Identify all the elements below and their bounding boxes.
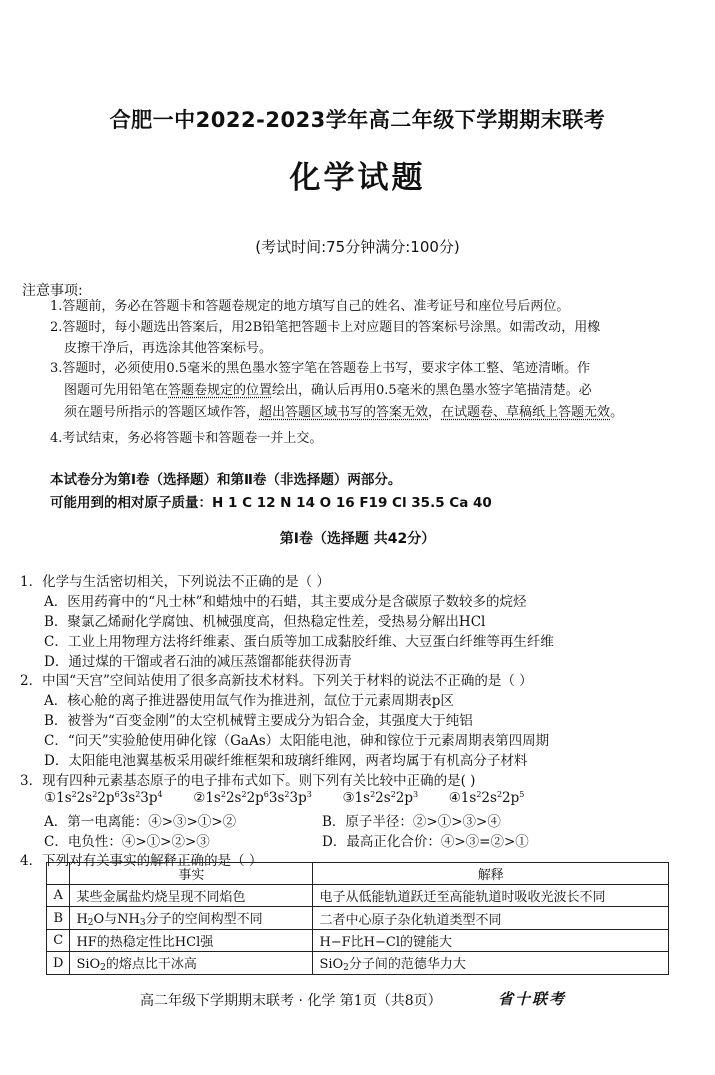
row-label: D — [47, 952, 70, 975]
notice-item-3-cont — [64, 380, 592, 401]
question-2-stem: 2．中国“天宫”空间站使用了很多高新技术材料。下列关于材料的说法不正确的是（ ） — [20, 673, 533, 689]
brand-mark: 省十联考 — [498, 990, 567, 1008]
notice-item-2-cont: 皮擦干净后，再选涂其他答案标号。 — [64, 341, 273, 356]
fact-cell: $H_2O$与$NH_3$分子的空间构型不同 — [70, 907, 313, 930]
table-row — [47, 885, 669, 907]
notice-item-4: 4.考试结束，务必将答题卡和答题卷一并上交。 — [50, 431, 323, 446]
explanation-cell: 二者中心原子杂化轨道类型不同 — [313, 907, 669, 930]
explanation-cell: 电子从低能轨道跃迁至高能轨道时吸收光波长不同 — [313, 885, 669, 907]
emphasis-text: 超出答题区域书写的答案无效 — [259, 405, 429, 420]
paper-structure: 本试卷分为第Ⅰ卷（选择题）和第Ⅱ卷（非选择题）两部分。 — [50, 472, 402, 488]
question-1-stem: 1．化学与生活密切相关，下列说法不正确的是（ ） — [20, 574, 330, 590]
table-header-row — [47, 863, 669, 885]
notice-text: 绘出，确认后再用0.5毫米的黑色墨水签字笔描清楚。必 — [272, 383, 592, 398]
config-2: $②1s^22s^22p^63s^23p^3$ — [193, 790, 312, 806]
atomic-masses: 可能用到的相对原子质量：H 1 C 12 N 14 O 16 F19 Cl 35.5 Ca 40 — [50, 495, 492, 511]
question-1-option-a: A．医用药膏中的“凡士林”和蜡烛中的石蜡，其主要成分是含碳原子数较多的烷烃 — [44, 594, 527, 610]
question-1-option-c: C．工业上用物理方法将纤维素、蛋白质等加工成黏胶纤维、大豆蛋白纤维等再生纤维 — [44, 634, 554, 650]
table-row — [47, 930, 669, 952]
fact-cell: 某些金属盐灼烧呈现不同焰色 — [70, 885, 313, 907]
explanation-cell: SiO$_2$分子间的范德华力大 — [313, 952, 669, 975]
explanation-cell: H−F比H−Cl的键能大 — [313, 930, 669, 952]
table-row — [47, 907, 669, 930]
notice-text: 。 — [610, 405, 624, 420]
notice-item-2: 2.答题时，每小题选出答案后，用2B铅笔把答题卡上对应题目的答案标号涂黑。如需改动，用橡 — [50, 320, 601, 335]
config-1: $①1s^22s^22p^63s^23p^4$ — [44, 790, 163, 806]
question-1-option-b: B．聚氯乙烯耐化学腐蚀、机械强度高，但热稳定性差，受热易分解出HCl — [44, 614, 486, 630]
emphasis-text: 在试题卷、草稿纸上答题无效 — [441, 405, 611, 420]
page-footer: 高二年级下学期期末联考 · 化学 第1页（共8页） — [140, 993, 442, 1009]
section-heading: 第Ⅰ卷（选择题 共42分） — [279, 531, 436, 547]
notice-text: 图题可先用铅笔在 — [64, 383, 169, 398]
exam-title: 合肥一中2022-2023学年高二年级下学期期末联考 — [109, 108, 606, 132]
question-2-option-b: B．被誉为“百变金刚”的太空机械臂主要成分为铝合金，其强度大于纯铝 — [44, 713, 473, 729]
exam-time-info: (考试时间:75分钟满分:100分) — [255, 238, 460, 256]
notice-item-3-cont2 — [64, 402, 623, 423]
question-3-stem: 3．现有四种元素基态原子的电子排布式如下。则下列有关比较中正确的是( ) — [20, 773, 476, 789]
notice-text: 须在题号所指示的答题区域作答， — [64, 405, 260, 420]
column-header-explanation: 解释 — [313, 863, 669, 885]
config-3: $③1s^22s^22p^3$ — [342, 790, 419, 806]
question-3-configurations — [44, 790, 524, 806]
facts-table — [46, 862, 669, 975]
notice-heading: 注意事项: — [22, 283, 83, 299]
table-corner — [47, 863, 70, 885]
row-label: B — [47, 907, 70, 930]
row-label: A — [47, 885, 70, 907]
question-1-option-d: D．通过煤的干馏或者石油的减压蒸馏都能获得沥青 — [44, 654, 352, 670]
question-2-option-c: C．“问天”实验舱使用砷化镓（GaAs）太阳能电池，砷和镓位于元素周期表第四周期 — [44, 733, 550, 749]
question-3-option-c: C．电负性：④>①>②>③ — [44, 834, 210, 850]
fact-cell: HF的热稳定性比HCl强 — [70, 930, 313, 952]
question-3-option-a: A．第一电离能：④>③>①>② — [44, 814, 237, 830]
column-header-fact: 事实 — [70, 863, 313, 885]
question-2-option-d: D．太阳能电池翼基板采用碳纤维框架和玻璃纤维网，两者均属于有机高分子材料 — [44, 753, 528, 769]
question-4-stem: 4．下列对有关事实的解释正确的是（ ） — [20, 853, 263, 869]
notice-text: ， — [428, 405, 442, 420]
question-2-option-a: A．核心舱的离子推进器使用氙气作为推进剂，氙位于元素周期表p区 — [44, 693, 454, 709]
question-3-option-d: D．最高正化合价：④>③=②>① — [322, 834, 529, 850]
emphasis-text: 答题卷规定的位置 — [168, 383, 273, 398]
subject-title: 化学试题 — [289, 160, 426, 196]
fact-cell: SiO$_2$的熔点比干冰高 — [70, 952, 313, 975]
config-4: $④1s^22s^22p^5$ — [448, 790, 525, 806]
table-row — [47, 952, 669, 975]
question-3-option-b: B．原子半径：②>①>③>④ — [322, 814, 501, 830]
notice-item-1: 1.答题前，务必在答题卡和答题卷规定的地方填写自己的姓名、准考证号和座位号后两位。 — [50, 299, 570, 314]
notice-item-3: 3.答题时，必须使用0.5毫米的黑色墨水签字笔在答题卷上书写，要求字体工整、笔迹清晰。作 — [50, 361, 591, 376]
row-label: C — [47, 930, 70, 952]
